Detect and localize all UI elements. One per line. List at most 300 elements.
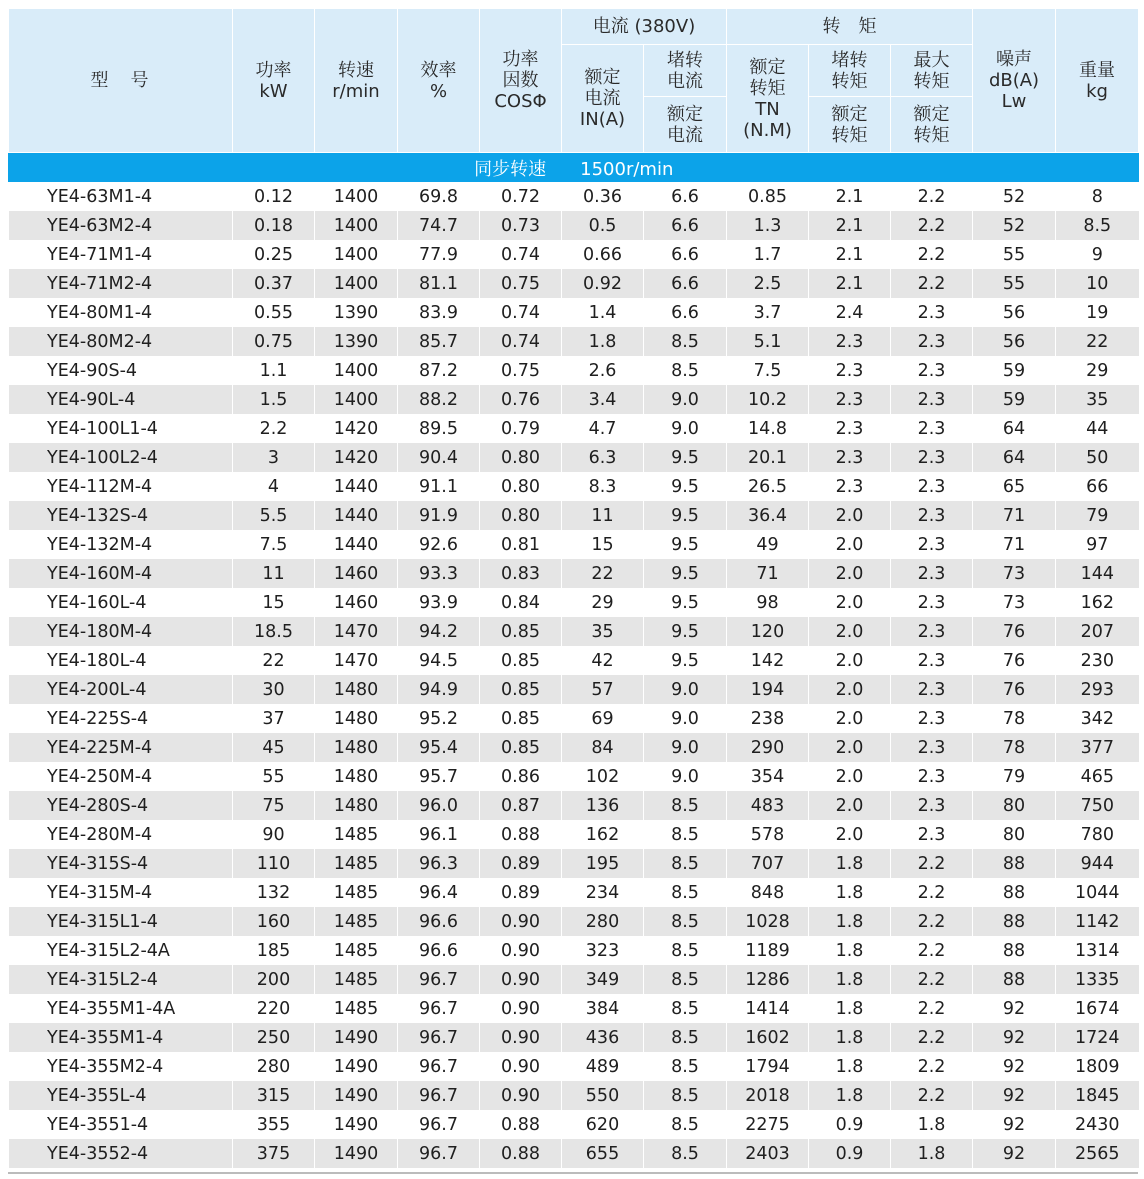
- cell-locked-torque-ratio: 2.0: [809, 820, 891, 849]
- cell-locked-torque-ratio: 0.9: [809, 1110, 891, 1139]
- cell-power-factor: 0.85: [480, 704, 562, 733]
- cell-locked-current-ratio: 9.5: [644, 617, 727, 646]
- cell-locked-current-ratio: 8.5: [644, 936, 727, 965]
- cell-model: YE4-100L2-4: [9, 443, 233, 472]
- cell-efficiency: 96.7: [398, 965, 480, 994]
- cell-max-torque-ratio: 2.3: [891, 356, 973, 385]
- table-body: [9, 182, 1139, 1168]
- cell-power-factor: 0.80: [480, 501, 562, 530]
- cell-rated-torque: 2403: [727, 1139, 809, 1168]
- cell-weight: 342: [1056, 704, 1139, 733]
- cell-model: YE4-132S-4: [9, 501, 233, 530]
- cell-noise: 73: [973, 559, 1056, 588]
- cell-efficiency: 85.7: [398, 327, 480, 356]
- cell-efficiency: 96.7: [398, 1110, 480, 1139]
- cell-model: YE4-355M1-4A: [9, 994, 233, 1023]
- cell-weight: 230: [1056, 646, 1139, 675]
- cell-power: 15: [233, 588, 315, 617]
- cell-power: 220: [233, 994, 315, 1023]
- cell-weight: 1142: [1056, 907, 1139, 936]
- table-row: [9, 1081, 1139, 1110]
- cell-rated-torque: 120: [727, 617, 809, 646]
- cell-noise: 92: [973, 1052, 1056, 1081]
- cell-power: 0.37: [233, 269, 315, 298]
- cell-model: YE4-132M-4: [9, 530, 233, 559]
- table-row: [9, 530, 1139, 559]
- cell-rated-current: 57: [562, 675, 644, 704]
- cell-noise: 59: [973, 356, 1056, 385]
- cell-max-torque-ratio: 2.2: [891, 965, 973, 994]
- cell-power: 160: [233, 907, 315, 936]
- cell-weight: 1845: [1056, 1081, 1139, 1110]
- cell-max-torque-ratio: 2.3: [891, 472, 973, 501]
- cell-speed: 1485: [315, 849, 398, 878]
- cell-power-factor: 0.89: [480, 878, 562, 907]
- cell-locked-current-ratio: 8.5: [644, 849, 727, 878]
- cell-model: YE4-355L-4: [9, 1081, 233, 1110]
- cell-speed: 1400: [315, 356, 398, 385]
- cell-locked-torque-ratio: 1.8: [809, 936, 891, 965]
- cell-model: YE4-315M-4: [9, 878, 233, 907]
- cell-max-torque-ratio: 2.2: [891, 907, 973, 936]
- header-power: 功率 kW: [233, 9, 315, 153]
- table-row: [9, 820, 1139, 849]
- cell-weight: 944: [1056, 849, 1139, 878]
- cell-power: 1.5: [233, 385, 315, 414]
- cell-weight: 9: [1056, 240, 1139, 269]
- cell-speed: 1485: [315, 820, 398, 849]
- cell-locked-torque-ratio: 0.9: [809, 1139, 891, 1168]
- cell-speed: 1480: [315, 733, 398, 762]
- cell-speed: 1490: [315, 1110, 398, 1139]
- cell-speed: 1470: [315, 646, 398, 675]
- header-rated-current: 额定 电流 IN(A): [562, 45, 644, 153]
- cell-noise: 78: [973, 733, 1056, 762]
- table-row: [9, 965, 1139, 994]
- table-row: [9, 1023, 1139, 1052]
- cell-power-factor: 0.90: [480, 936, 562, 965]
- header-power-factor: 功率 因数 COSΦ: [480, 9, 562, 153]
- cell-model: YE4-315S-4: [9, 849, 233, 878]
- cell-max-torque-ratio: 2.3: [891, 646, 973, 675]
- cell-locked-torque-ratio: 2.0: [809, 762, 891, 791]
- cell-locked-current-ratio: 9.5: [644, 646, 727, 675]
- cell-speed: 1440: [315, 472, 398, 501]
- cell-noise: 88: [973, 878, 1056, 907]
- table-row: [9, 936, 1139, 965]
- cell-model: YE4-315L1-4: [9, 907, 233, 936]
- cell-max-torque-ratio: 2.2: [891, 849, 973, 878]
- cell-rated-current: 0.92: [562, 269, 644, 298]
- cell-weight: 44: [1056, 414, 1139, 443]
- header-locked-torque: 堵转 转矩: [809, 45, 891, 97]
- table-row: [9, 907, 1139, 936]
- cell-speed: 1480: [315, 704, 398, 733]
- cell-efficiency: 69.8: [398, 182, 480, 211]
- cell-efficiency: 91.9: [398, 501, 480, 530]
- cell-rated-current: 655: [562, 1139, 644, 1168]
- cell-efficiency: 93.9: [398, 588, 480, 617]
- cell-weight: 2565: [1056, 1139, 1139, 1168]
- cell-rated-current: 15: [562, 530, 644, 559]
- cell-model: YE4-315L2-4: [9, 965, 233, 994]
- cell-rated-current: 102: [562, 762, 644, 791]
- cell-locked-torque-ratio: 2.0: [809, 675, 891, 704]
- cell-model: YE4-280S-4: [9, 791, 233, 820]
- cell-weight: 1335: [1056, 965, 1139, 994]
- cell-noise: 76: [973, 675, 1056, 704]
- cell-locked-torque-ratio: 1.8: [809, 878, 891, 907]
- table-row: [9, 849, 1139, 878]
- cell-power: 1.1: [233, 356, 315, 385]
- table-row: [9, 617, 1139, 646]
- cell-noise: 65: [973, 472, 1056, 501]
- cell-efficiency: 90.4: [398, 443, 480, 472]
- cell-speed: 1440: [315, 501, 398, 530]
- cell-power-factor: 0.83: [480, 559, 562, 588]
- cell-power-factor: 0.74: [480, 327, 562, 356]
- cell-power-factor: 0.87: [480, 791, 562, 820]
- cell-efficiency: 91.1: [398, 472, 480, 501]
- cell-locked-torque-ratio: 1.8: [809, 1052, 891, 1081]
- cell-max-torque-ratio: 2.2: [891, 211, 973, 240]
- cell-model: YE4-80M1-4: [9, 298, 233, 327]
- cell-noise: 88: [973, 936, 1056, 965]
- cell-weight: 35: [1056, 385, 1139, 414]
- table-header: [9, 9, 1139, 153]
- cell-noise: 55: [973, 240, 1056, 269]
- cell-speed: 1485: [315, 994, 398, 1023]
- table-row: [9, 327, 1139, 356]
- cell-power: 355: [233, 1110, 315, 1139]
- cell-weight: 1809: [1056, 1052, 1139, 1081]
- cell-efficiency: 93.3: [398, 559, 480, 588]
- cell-locked-current-ratio: 9.0: [644, 675, 727, 704]
- cell-locked-torque-ratio: 2.1: [809, 211, 891, 240]
- cell-max-torque-ratio: 2.2: [891, 1052, 973, 1081]
- cell-noise: 55: [973, 269, 1056, 298]
- cell-model: YE4-225S-4: [9, 704, 233, 733]
- cell-power: 22: [233, 646, 315, 675]
- header-locked-current-ratio: 额定 电流: [644, 97, 727, 153]
- cell-speed: 1390: [315, 298, 398, 327]
- cell-power-factor: 0.84: [480, 588, 562, 617]
- cell-noise: 92: [973, 1110, 1056, 1139]
- cell-rated-torque: 26.5: [727, 472, 809, 501]
- cell-speed: 1400: [315, 385, 398, 414]
- cell-locked-current-ratio: 9.0: [644, 414, 727, 443]
- cell-speed: 1460: [315, 588, 398, 617]
- cell-speed: 1490: [315, 1052, 398, 1081]
- header-noise: 噪声 dB(A) Lw: [973, 9, 1056, 153]
- table-row: [9, 298, 1139, 327]
- table-row: [9, 269, 1139, 298]
- cell-locked-torque-ratio: 1.8: [809, 994, 891, 1023]
- cell-model: YE4-180L-4: [9, 646, 233, 675]
- cell-efficiency: 77.9: [398, 240, 480, 269]
- cell-rated-torque: 1414: [727, 994, 809, 1023]
- cell-noise: 71: [973, 530, 1056, 559]
- cell-max-torque-ratio: 2.2: [891, 269, 973, 298]
- cell-speed: 1400: [315, 182, 398, 211]
- cell-max-torque-ratio: 2.3: [891, 733, 973, 762]
- cell-speed: 1485: [315, 878, 398, 907]
- cell-locked-current-ratio: 8.5: [644, 820, 727, 849]
- cell-power: 37: [233, 704, 315, 733]
- table-row: [9, 414, 1139, 443]
- cell-power: 5.5: [233, 501, 315, 530]
- cell-speed: 1400: [315, 240, 398, 269]
- cell-noise: 92: [973, 994, 1056, 1023]
- cell-locked-current-ratio: 8.5: [644, 965, 727, 994]
- cell-speed: 1420: [315, 443, 398, 472]
- table-row: [9, 646, 1139, 675]
- cell-locked-current-ratio: 8.5: [644, 356, 727, 385]
- cell-speed: 1480: [315, 762, 398, 791]
- cell-power-factor: 0.75: [480, 356, 562, 385]
- cell-locked-current-ratio: 8.5: [644, 1139, 727, 1168]
- cell-power: 30: [233, 675, 315, 704]
- cell-model: YE4-355M2-4: [9, 1052, 233, 1081]
- cell-rated-torque: 3.7: [727, 298, 809, 327]
- cell-power-factor: 0.90: [480, 1081, 562, 1110]
- table-row: [9, 1052, 1139, 1081]
- cell-efficiency: 88.2: [398, 385, 480, 414]
- cell-noise: 52: [973, 182, 1056, 211]
- cell-model: YE4-63M2-4: [9, 211, 233, 240]
- cell-locked-torque-ratio: 2.0: [809, 791, 891, 820]
- cell-rated-torque: 14.8: [727, 414, 809, 443]
- cell-efficiency: 92.6: [398, 530, 480, 559]
- cell-locked-current-ratio: 8.5: [644, 1081, 727, 1110]
- cell-rated-torque: 1.3: [727, 211, 809, 240]
- cell-rated-current: 0.5: [562, 211, 644, 240]
- cell-locked-current-ratio: 9.5: [644, 588, 727, 617]
- table-row: [9, 472, 1139, 501]
- table-row: [9, 559, 1139, 588]
- cell-locked-current-ratio: 8.5: [644, 327, 727, 356]
- cell-model: YE4-225M-4: [9, 733, 233, 762]
- cell-weight: 465: [1056, 762, 1139, 791]
- cell-locked-current-ratio: 9.5: [644, 559, 727, 588]
- cell-model: YE4-3552-4: [9, 1139, 233, 1168]
- cell-model: YE4-90S-4: [9, 356, 233, 385]
- sync-speed-band: [9, 153, 1139, 183]
- cell-efficiency: 96.7: [398, 1081, 480, 1110]
- cell-rated-current: 4.7: [562, 414, 644, 443]
- cell-speed: 1390: [315, 327, 398, 356]
- cell-power: 7.5: [233, 530, 315, 559]
- cell-power: 280: [233, 1052, 315, 1081]
- cell-noise: 79: [973, 762, 1056, 791]
- cell-model: YE4-100L1-4: [9, 414, 233, 443]
- cell-locked-current-ratio: 9.0: [644, 385, 727, 414]
- table-row: [9, 211, 1139, 240]
- cell-max-torque-ratio: 2.3: [891, 791, 973, 820]
- cell-rated-torque: 1028: [727, 907, 809, 936]
- cell-rated-current: 620: [562, 1110, 644, 1139]
- cell-max-torque-ratio: 1.8: [891, 1139, 973, 1168]
- table-row: [9, 588, 1139, 617]
- cell-noise: 64: [973, 414, 1056, 443]
- cell-max-torque-ratio: 2.2: [891, 1081, 973, 1110]
- cell-power: 2.2: [233, 414, 315, 443]
- cell-efficiency: 94.2: [398, 617, 480, 646]
- cell-rated-current: 35: [562, 617, 644, 646]
- cell-power-factor: 0.85: [480, 733, 562, 762]
- table-row: [9, 704, 1139, 733]
- cell-max-torque-ratio: 2.2: [891, 1023, 973, 1052]
- cell-power: 11: [233, 559, 315, 588]
- cell-noise: 71: [973, 501, 1056, 530]
- cell-max-torque-ratio: 2.3: [891, 501, 973, 530]
- cell-locked-current-ratio: 9.0: [644, 733, 727, 762]
- cell-max-torque-ratio: 2.3: [891, 559, 973, 588]
- cell-max-torque-ratio: 2.2: [891, 936, 973, 965]
- cell-rated-torque: 2275: [727, 1110, 809, 1139]
- cell-speed: 1440: [315, 530, 398, 559]
- cell-rated-torque: 10.2: [727, 385, 809, 414]
- cell-locked-current-ratio: 8.5: [644, 1052, 727, 1081]
- cell-rated-current: 0.66: [562, 240, 644, 269]
- cell-speed: 1485: [315, 965, 398, 994]
- cell-power: 0.25: [233, 240, 315, 269]
- cell-weight: 1314: [1056, 936, 1139, 965]
- cell-rated-torque: 238: [727, 704, 809, 733]
- cell-power: 200: [233, 965, 315, 994]
- cell-power-factor: 0.88: [480, 1110, 562, 1139]
- cell-rated-torque: 707: [727, 849, 809, 878]
- cell-rated-current: 1.8: [562, 327, 644, 356]
- cell-speed: 1490: [315, 1023, 398, 1052]
- cell-max-torque-ratio: 2.3: [891, 298, 973, 327]
- cell-locked-torque-ratio: 1.8: [809, 1023, 891, 1052]
- cell-speed: 1420: [315, 414, 398, 443]
- cell-weight: 144: [1056, 559, 1139, 588]
- cell-locked-current-ratio: 9.0: [644, 762, 727, 791]
- header-locked-current: 堵转 电流: [644, 45, 727, 97]
- cell-locked-current-ratio: 6.6: [644, 211, 727, 240]
- cell-power: 45: [233, 733, 315, 762]
- cell-efficiency: 96.7: [398, 994, 480, 1023]
- cell-locked-torque-ratio: 2.0: [809, 501, 891, 530]
- cell-max-torque-ratio: 2.2: [891, 878, 973, 907]
- cell-locked-current-ratio: 9.5: [644, 443, 727, 472]
- table-row: [9, 733, 1139, 762]
- cell-rated-torque: 848: [727, 878, 809, 907]
- cell-rated-current: 550: [562, 1081, 644, 1110]
- cell-rated-torque: 71: [727, 559, 809, 588]
- cell-weight: 8.5: [1056, 211, 1139, 240]
- bottom-divider: [8, 1172, 1138, 1174]
- cell-weight: 377: [1056, 733, 1139, 762]
- cell-power-factor: 0.72: [480, 182, 562, 211]
- cell-power: 250: [233, 1023, 315, 1052]
- cell-locked-torque-ratio: 2.3: [809, 327, 891, 356]
- cell-power: 90: [233, 820, 315, 849]
- cell-rated-current: 195: [562, 849, 644, 878]
- table-row: [9, 443, 1139, 472]
- cell-rated-torque: 483: [727, 791, 809, 820]
- header-speed: 转速 r/min: [315, 9, 398, 153]
- cell-power-factor: 0.85: [480, 675, 562, 704]
- cell-weight: 750: [1056, 791, 1139, 820]
- cell-efficiency: 94.5: [398, 646, 480, 675]
- cell-weight: 97: [1056, 530, 1139, 559]
- cell-efficiency: 96.4: [398, 878, 480, 907]
- cell-model: YE4-160M-4: [9, 559, 233, 588]
- cell-noise: 59: [973, 385, 1056, 414]
- cell-locked-current-ratio: 8.5: [644, 878, 727, 907]
- cell-locked-current-ratio: 8.5: [644, 994, 727, 1023]
- cell-efficiency: 96.7: [398, 1139, 480, 1168]
- cell-weight: 79: [1056, 501, 1139, 530]
- cell-rated-current: 2.6: [562, 356, 644, 385]
- cell-rated-current: 1.4: [562, 298, 644, 327]
- cell-max-torque-ratio: 2.2: [891, 240, 973, 269]
- cell-power: 18.5: [233, 617, 315, 646]
- cell-locked-torque-ratio: 2.0: [809, 588, 891, 617]
- cell-rated-current: 489: [562, 1052, 644, 1081]
- cell-power-factor: 0.80: [480, 443, 562, 472]
- cell-power: 0.55: [233, 298, 315, 327]
- sync-speed-label: 同步转速: [474, 158, 547, 180]
- cell-locked-torque-ratio: 1.8: [809, 849, 891, 878]
- cell-power-factor: 0.74: [480, 298, 562, 327]
- cell-model: YE4-63M1-4: [9, 182, 233, 211]
- cell-power-factor: 0.74: [480, 240, 562, 269]
- cell-max-torque-ratio: 1.8: [891, 1110, 973, 1139]
- cell-rated-current: 42: [562, 646, 644, 675]
- table-row: [9, 501, 1139, 530]
- cell-power: 75: [233, 791, 315, 820]
- header-torque-group: 转 矩: [727, 9, 973, 45]
- cell-locked-current-ratio: 8.5: [644, 907, 727, 936]
- cell-power-factor: 0.79: [480, 414, 562, 443]
- cell-max-torque-ratio: 2.3: [891, 443, 973, 472]
- cell-weight: 293: [1056, 675, 1139, 704]
- header-max-torque: 最大 转矩: [891, 45, 973, 97]
- cell-noise: 88: [973, 849, 1056, 878]
- cell-rated-current: 6.3: [562, 443, 644, 472]
- cell-max-torque-ratio: 2.3: [891, 588, 973, 617]
- cell-weight: 780: [1056, 820, 1139, 849]
- cell-locked-torque-ratio: 2.0: [809, 617, 891, 646]
- cell-rated-current: 11: [562, 501, 644, 530]
- cell-noise: 80: [973, 791, 1056, 820]
- cell-model: YE4-315L2-4A: [9, 936, 233, 965]
- cell-rated-current: 22: [562, 559, 644, 588]
- cell-power-factor: 0.90: [480, 994, 562, 1023]
- table-row: [9, 356, 1139, 385]
- cell-noise: 92: [973, 1081, 1056, 1110]
- cell-efficiency: 96.7: [398, 1052, 480, 1081]
- table-row: [9, 240, 1139, 269]
- cell-speed: 1400: [315, 211, 398, 240]
- cell-power-factor: 0.75: [480, 269, 562, 298]
- cell-weight: 50: [1056, 443, 1139, 472]
- cell-rated-torque: 0.85: [727, 182, 809, 211]
- cell-efficiency: 87.2: [398, 356, 480, 385]
- cell-noise: 76: [973, 646, 1056, 675]
- cell-power: 3: [233, 443, 315, 472]
- cell-efficiency: 96.6: [398, 907, 480, 936]
- cell-rated-torque: 20.1: [727, 443, 809, 472]
- cell-rated-current: 280: [562, 907, 644, 936]
- cell-efficiency: 96.6: [398, 936, 480, 965]
- cell-locked-torque-ratio: 2.1: [809, 240, 891, 269]
- cell-max-torque-ratio: 2.3: [891, 414, 973, 443]
